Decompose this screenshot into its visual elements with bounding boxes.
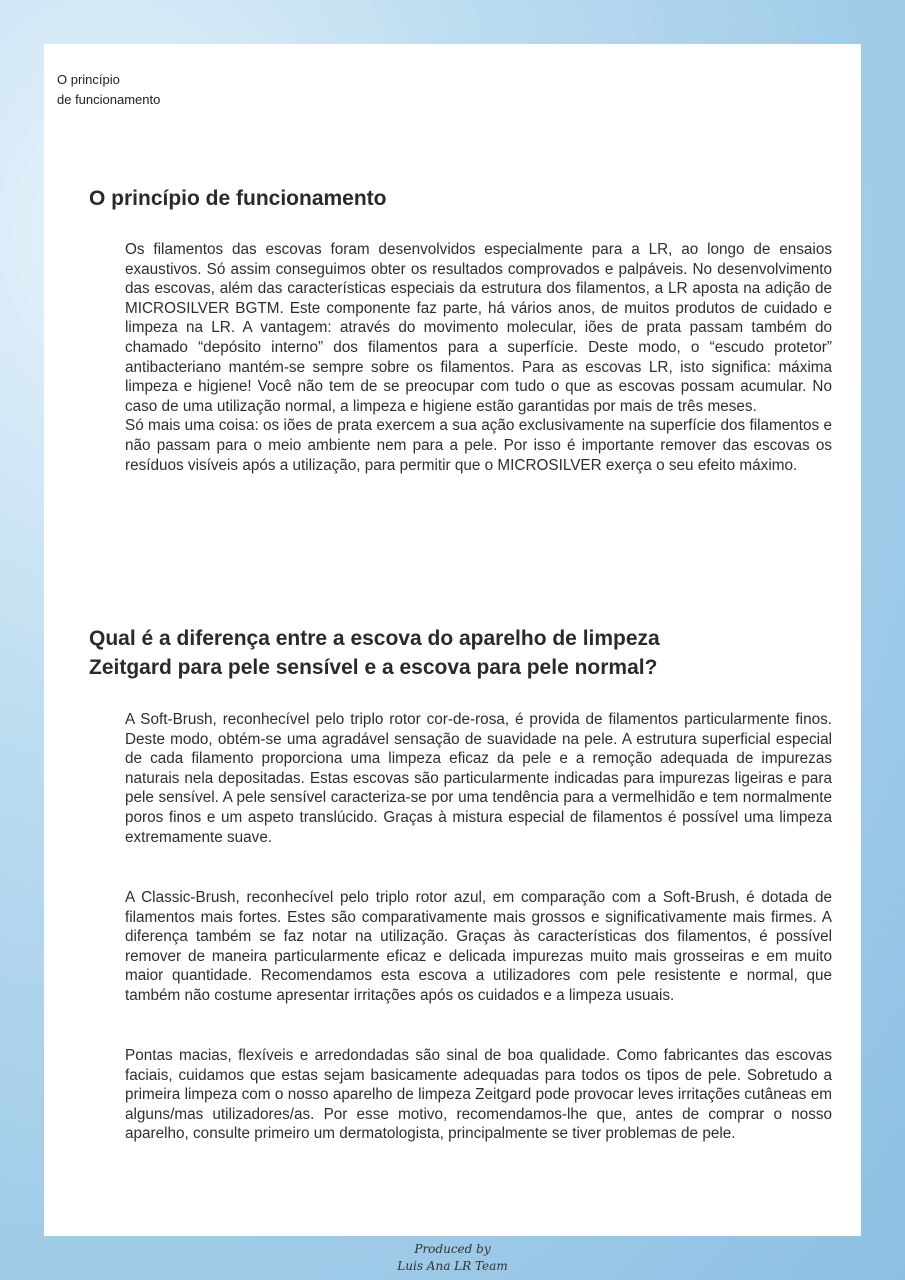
running-header [57, 70, 160, 110]
section-heading-difference [89, 624, 660, 682]
heading-line-2: Zeitgard para pele sensível e a escova para pele normal? [89, 656, 658, 679]
produced-by-credit [0, 1241, 905, 1275]
document-page [44, 44, 861, 1236]
paragraph: A Soft-Brush, reconhecível pelo triplo rotor cor-de-rosa, é provida de filamentos particularmente finos. Deste modo, obtém-se uma agradável sensação de suavidade na pele. A estrutura superficial especial de cada filamento proporciona uma limpeza eficaz da pele e a remoção adequada de impurezas naturais nela depositadas. Estas escovas são particularmente indicadas para impurezas ligeiras e para pele sensível. A pele sensível caracteriza-se por uma tendência para a vermelhidão e tem normalmente poros finos e um aspeto translúcido. Graças à mistura especial de filamentos é possível uma limpeza extremamente suave. [125, 711, 832, 846]
credit-line-1: Produced by [414, 1242, 491, 1256]
credit-line-2: Luis Ana LR Team [397, 1259, 508, 1273]
header-line-2: de funcionamento [57, 92, 161, 107]
section-body-difference-2 [125, 888, 832, 1006]
section-body-principle [125, 240, 832, 475]
paragraph: Só mais uma coisa: os iões de prata exercem a sua ação exclusivamente na superfície dos filamentos e não passam para o meio ambiente nem para a pele. Por isso é importante remover das escovas os resíduos visíveis após a utilização, para permitir que o MICROSILVER exerça o seu efeito máximo. [125, 417, 832, 474]
paragraph: Os filamentos das escovas foram desenvolvidos especialmente para a LR, ao longo de ensaios exaustivos. Só assim conseguimos obter os resultados comprovados e palpáveis. No desenvolvimento das escovas, além das características especiais da estrutura dos filamentos, a LR aposta na adição de MICROSILVER BGTM. Este componente faz parte, há vários anos, de muitos produtos de cuidado e limpeza na LR. A vantagem: através do movimento molecular, iões de prata passam também do chamado “depósito interno” dos filamentos para a superfície. Deste modo, o “escudo protetor” antibacteriano mantém-se sempre sobre os filamentos. Para as escovas LR, isto significa: máxima limpeza e higiene! Você não tem de se preocupar com tudo o que as escovas possam acumular. No caso de uma utilização normal, a limpeza e higiene estão garantidas por mais de três meses. [125, 241, 832, 415]
paragraph: A Classic-Brush, reconhecível pelo triplo rotor azul, em comparação com a Soft-Brush, é dotada de filamentos mais fortes. Estes são comparativamente mais grossos e significativamente mais firmes. A diferença também se faz notar na utilização. Graças às características dos filamentos, é possível remover de maneira particularmente eficaz e delicada impurezas muito mais grosseiras e em muito maior quantidade. Recomendamos esta escova a utilizadores com pele resistente e normal, que também não costume apresentar irritações após os cuidados e a limpeza usuais. [125, 889, 832, 1004]
paragraph: Pontas macias, flexíveis e arredondadas são sinal de boa qualidade. Como fabricantes das escovas faciais, cuidamos que estas sejam basicamente adequadas para todos os tipos de pele. Sobretudo a primeira limpeza com o nosso aparelho de limpeza Zeitgard pode provocar leves irritações cutâneas em alguns/mas utilizadores/as. Por esse motivo, recomendamos-lhe que, antes de comprar o nosso aparelho, consulte primeiro um dermatologista, principalmente se tiver problemas de pele. [125, 1047, 832, 1143]
section-body-difference [125, 710, 832, 847]
section-body-difference-3 [125, 1046, 832, 1144]
heading-line-1: Qual é a diferença entre a escova do aparelho de limpeza [89, 627, 660, 650]
header-line-1: O princípio [57, 72, 120, 87]
section-heading-principle: O princípio de funcionamento [89, 187, 387, 210]
